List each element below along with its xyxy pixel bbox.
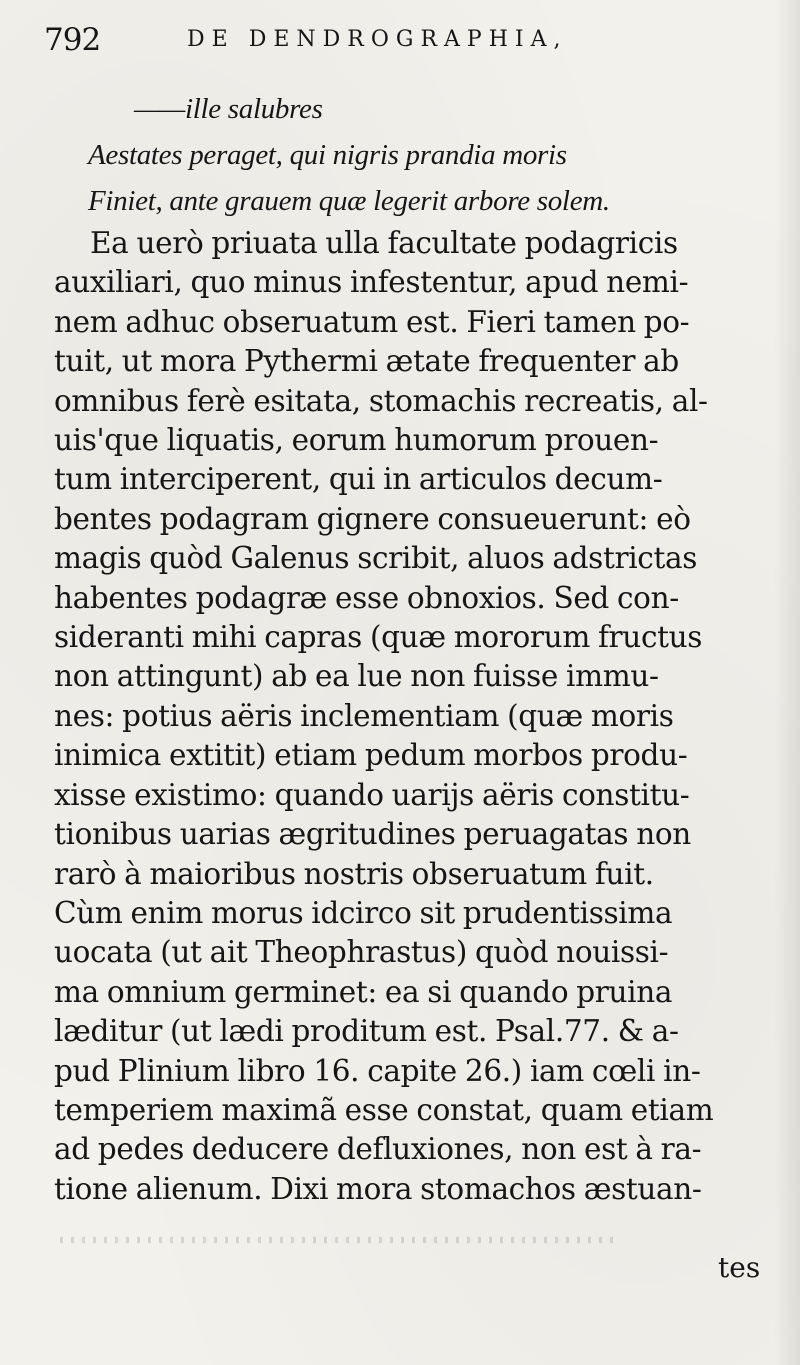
body-line: sideranti mihi capras (quæ mororum fructus — [54, 620, 703, 655]
body-line: Ea uerò priuata ulla facultate podagricis — [90, 226, 678, 260]
body-line: Cùm enim morus idcirco sit prudentissima — [54, 895, 673, 930]
body-line: nes: potius aëris inclementiam (quæ moris — [54, 698, 674, 733]
body-line: magis quòd Galenus scribit, aluos adstrictas — [54, 541, 697, 576]
catchword: tes — [718, 1251, 761, 1284]
body-line: pud Plinium libro 16. capite 26.) iam cœli in- — [54, 1053, 701, 1088]
show-through-ink — [60, 1237, 620, 1243]
page-edge-shadow — [774, 0, 800, 1365]
verse-line: Finiet, ante grauem quæ legerit arbore solem. — [88, 185, 610, 217]
body-line: tum interciperent, qui in articulos decum- — [54, 462, 663, 497]
body-line: xisse existimo: quando uarijs aëris constitu- — [54, 777, 690, 812]
body-line: læditur (ut lædi proditum est. Psal.77. & a- — [54, 1014, 679, 1049]
verse-quotation — [88, 86, 728, 224]
verse-line: Aestates peraget, qui nigris prandia moris — [88, 139, 567, 171]
body-line: habentes podagræ esse obnoxios. Sed con- — [54, 580, 679, 615]
running-head: DE DENDROGRAPHIA, — [187, 27, 568, 52]
page-number: 792 — [44, 22, 101, 58]
body-text — [54, 224, 770, 1209]
body-line: rarò à maioribus nostris obseruatum fuit. — [54, 856, 654, 891]
body-line: tuit, ut mora Pythermi ætate frequenter ab — [54, 344, 679, 379]
body-line: bentes podagram gignere consueuerunt: eò — [54, 501, 691, 536]
body-line: auxiliari, quo minus infestentur, apud nemi- — [54, 265, 689, 300]
body-line: tionibus uarias ægritudines peruagatas non — [54, 817, 691, 852]
body-line: nem adhuc obseruatum est. Fieri tamen po- — [54, 304, 690, 339]
body-line: ad pedes deducere defluxiones, non est à ra- — [54, 1132, 702, 1167]
body-line: non attingunt) ab ea lue non fuisse immu- — [54, 659, 659, 694]
body-line: ma omnium germinet: ea si quando pruina — [54, 974, 673, 1009]
verse-line: ——ille salubres — [134, 93, 323, 125]
page-header — [44, 18, 764, 64]
body-line: inimica extitit) etiam pedum morbos produ- — [54, 738, 688, 773]
body-line: temperiem maximã esse constat, quam etiam — [54, 1092, 714, 1127]
body-line: uocata (ut ait Theophrastus) quòd nouissi- — [54, 935, 669, 970]
body-line: uis'que liquatis, eorum humorum prouen- — [54, 423, 659, 458]
body-line: omnibus ferè esitata, stomachis recreatis, al- — [54, 383, 708, 418]
body-line: tione alienum. Dixi mora stomachos æstuan- — [54, 1171, 702, 1206]
